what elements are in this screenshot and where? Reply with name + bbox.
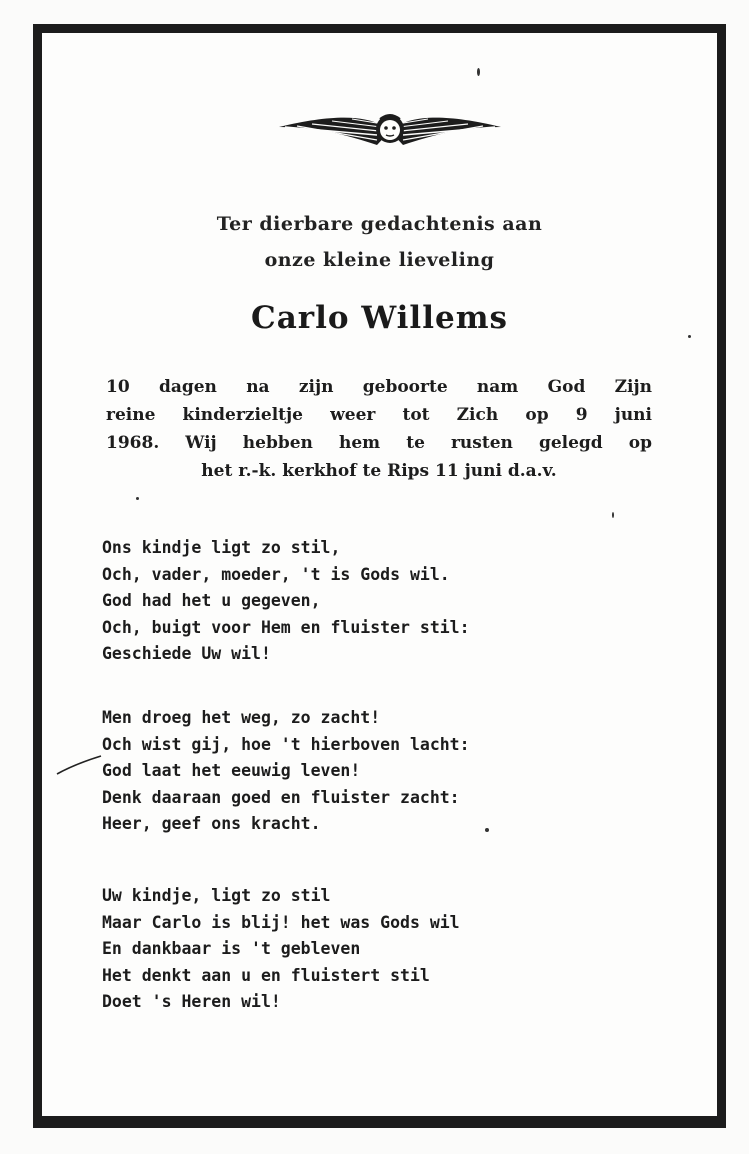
poem-line: Heer, geef ons kracht. — [102, 814, 321, 833]
poem-line: Ons kindje ligt zo stil, — [102, 538, 341, 557]
poem-line: Och wist gij, hoe 't hierboven lacht: — [102, 734, 470, 754]
poem-line: Doet 's Heren wil! — [102, 992, 281, 1011]
heading-line-1: Ter dierbare gedachtenis aan — [216, 213, 543, 235]
scan-speck — [136, 497, 139, 500]
poem-line: Uw kindje, ligt zo stil — [102, 886, 331, 905]
scan-speck — [612, 512, 614, 518]
poem-line: Men droeg het weg, zo zacht! — [102, 708, 381, 727]
poem-line: Och, buigt voor Hem en fluister stil: — [102, 617, 470, 637]
announcement-line: 10 dagen na zijn geboorte nam God Zijn — [106, 377, 652, 397]
scan-speck — [477, 68, 480, 76]
poem-line: Het denkt aan u en fluistert stil — [102, 965, 430, 985]
poem-line: En dankbaar is 't gebleven — [102, 939, 361, 958]
poem-line: Och, vader, moeder, 't is Gods wil. — [102, 564, 450, 584]
poem-line: Denk daaraan goed en fluister zacht: — [102, 787, 460, 807]
announcement-paragraph — [106, 373, 652, 485]
heading-line-2: onze kleine lieveling — [264, 249, 495, 271]
poem-line: Maar Carlo is blij! het was Gods wil — [102, 912, 460, 932]
announcement-line: 1968. Wij hebben hem te rusten gelegd op — [106, 433, 652, 453]
poem-line: God had het u gegeven, — [102, 591, 321, 610]
poem-line: Geschiede Uw wil! — [102, 644, 271, 663]
scan-speck — [688, 335, 691, 338]
winged-cherub-icon — [277, 105, 503, 155]
poem-line: God laat het eeuwig leven! — [102, 761, 361, 780]
pen-mark-icon — [55, 752, 103, 778]
scan-speck — [485, 828, 489, 832]
poem-stanza-2 — [102, 705, 582, 838]
poem-stanza-1 — [102, 535, 582, 668]
announcement-line: reine kinderzieltje weer tot Zich op 9 juni — [106, 405, 652, 425]
announcement-line: het r.-k. kerkhof te Rips 11 juni d.a.v. — [201, 461, 557, 481]
deceased-name: Carlo Willems — [251, 300, 508, 336]
poem-stanza-3 — [102, 883, 582, 1016]
